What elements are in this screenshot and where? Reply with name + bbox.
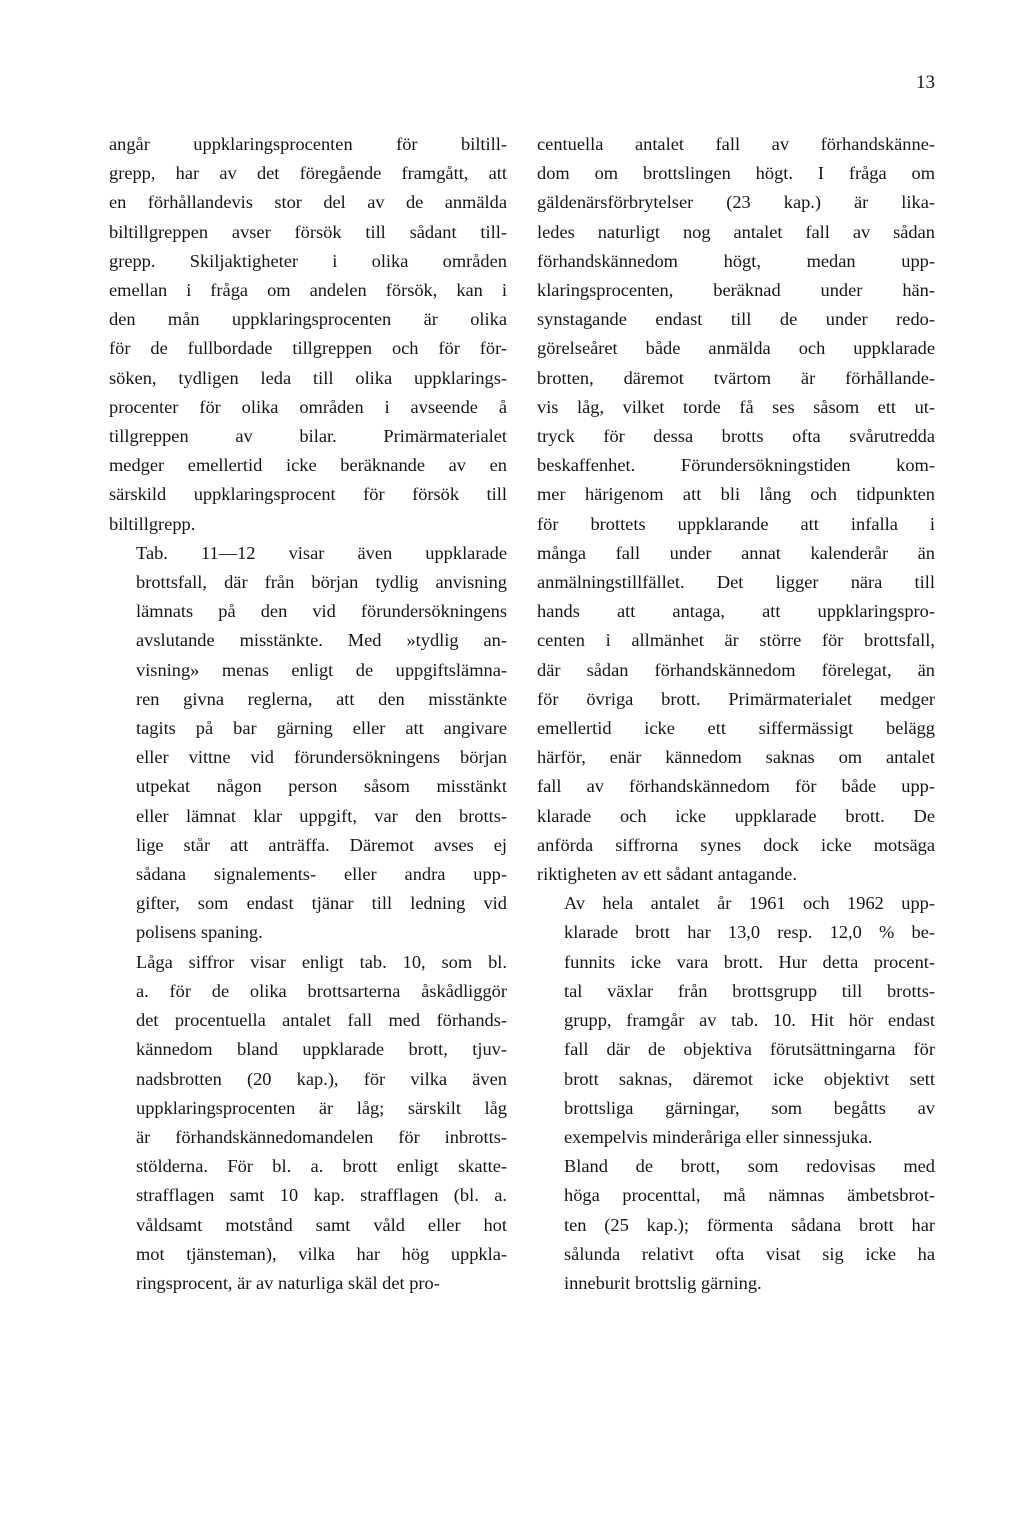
text-line: ten (25 kap.); förmenta sådana brott har: [564, 1214, 935, 1235]
text-line: anförda siffrorna synes dock icke motsäga: [537, 834, 935, 855]
text-line: Av hela antalet år 1961 och 1962 upp-: [564, 893, 935, 914]
text-line: förhandskännedom högt, medan upp-: [537, 250, 935, 271]
text-line: centuella antalet fall av förhandskänne-: [537, 134, 935, 154]
right-column: [537, 130, 935, 1298]
text-line: anmälningstillfället. Det ligger nära till: [537, 572, 935, 593]
text-line: en förhållandevis stor del av de anmälda: [109, 192, 507, 213]
left-column: [109, 130, 507, 1298]
text-line: ringsprocent, är av naturliga skäl det pro-: [136, 1272, 440, 1293]
paragraph: [537, 889, 935, 1152]
paragraph: [537, 130, 935, 889]
text-line: våldsamt motstånd samt våld eller hot: [136, 1214, 507, 1235]
text-line: kännedom bland uppklarade brott, tjuv-: [136, 1039, 507, 1060]
text-line: höga procenttal, må nämnas ämbetsbrot-: [564, 1185, 935, 1206]
text-line: är förhandskännedomandelen för inbrotts-: [136, 1126, 507, 1147]
page-number: 13: [916, 72, 935, 93]
text-line: strafflagen samt 10 kap. strafflagen (bl. a.: [136, 1185, 507, 1206]
text-line: nadsbrotten (20 kap.), för vilka även: [136, 1068, 507, 1089]
text-line: grupp, framgår av tab. 10. Hit hör endast: [564, 1010, 935, 1031]
paragraph: [109, 948, 507, 1298]
text-line: ren givna reglerna, att den misstänkte: [136, 688, 507, 709]
text-line: emellertid icke ett siffermässigt belägg: [537, 718, 935, 739]
text-line: gifter, som endast tjänar till ledning vid: [136, 893, 507, 914]
text-line: fall där de objektiva förutsättningarna för: [564, 1039, 935, 1060]
paragraph: [109, 130, 507, 539]
text-line: ledes naturligt nog antalet fall av sådan: [537, 221, 935, 242]
text-line: sålunda relativt ofta visat sig icke ha: [564, 1243, 935, 1264]
text-line: Låga siffror visar enligt tab. 10, som bl.: [136, 951, 507, 972]
text-line: inneburit brottslig gärning.: [564, 1272, 762, 1293]
text-line: mer härigenom att bli lång och tidpunkten: [537, 484, 935, 505]
text-line: exempelvis minderåriga eller sinnessjuka.: [564, 1126, 873, 1147]
text-line: för övriga brott. Primärmaterialet medger: [537, 688, 935, 709]
text-line: klaringsprocenten, beräknad under hän-: [537, 280, 935, 301]
text-line: riktigheten av ett sådant antagande.: [537, 864, 797, 885]
text-line: funnits icke vara brott. Hur detta procent-: [564, 951, 935, 972]
text-line: för de fullbordade tillgreppen och för för-: [109, 338, 507, 359]
text-line: stölderna. För bl. a. brott enligt skatte-: [136, 1156, 507, 1177]
text-line: särskild uppklaringsprocent för försök till: [109, 484, 507, 505]
text-line: Bland de brott, som redovisas med: [564, 1156, 935, 1177]
text-line: brott saknas, däremot icke objektivt sett: [564, 1068, 935, 1089]
text-line: klarade och icke uppklarade brott. De: [537, 805, 935, 826]
text-line: många fall under annat kalenderår än: [537, 542, 935, 563]
text-line: Tab. 11—12 visar även uppklarade: [136, 542, 507, 563]
text-line: fall av förhandskännedom för både upp-: [537, 776, 935, 797]
text-line: beskaffenhet. Förundersökningstiden kom-: [537, 455, 935, 476]
text-line: lige står att anträffa. Däremot avses ej: [136, 834, 507, 855]
text-line: lämnats på den vid förundersökningens: [136, 601, 507, 622]
text-line: gäldenärsförbrytelser (23 kap.) är lika-: [537, 192, 935, 213]
text-line: sådana signalements- eller andra upp-: [136, 864, 507, 885]
text-line: brotten, däremot tvärtom är förhållande-: [537, 367, 935, 388]
text-line: hands att antaga, att uppklaringspro-: [537, 601, 935, 622]
text-line: dom om brottslingen högt. I fråga om: [537, 163, 935, 184]
text-line: görelseåret både anmälda och uppklarade: [537, 338, 935, 359]
text-line: grepp. Skiljaktigheter i olika områden: [109, 250, 507, 271]
text-line: brottsfall, där från början tydlig anvisning: [136, 572, 507, 593]
text-line: tagits på bar gärning eller att angivare: [136, 718, 507, 739]
text-line: den mån uppklaringsprocenten är olika: [109, 309, 507, 330]
text-line: polisens spaning.: [136, 922, 263, 943]
text-line: medger emellertid icke beräknande av en: [109, 455, 507, 476]
text-line: tal växlar från brottsgrupp till brotts-: [564, 980, 935, 1001]
text-line: för brottets uppklarande att infalla i: [537, 513, 935, 534]
text-line: eller vittne vid förundersökningens början: [136, 747, 507, 768]
text-line: brottsliga gärningar, som begåtts av: [564, 1097, 935, 1118]
text-line: söken, tydligen leda till olika uppklarings-: [109, 367, 507, 388]
text-line: avslutande misstänkte. Med »tydlig an-: [136, 630, 507, 651]
text-line: härför, enär kännedom saknas om antalet: [537, 747, 935, 768]
text-line: grepp, har av det föregående framgått, att: [109, 163, 507, 184]
paragraph: [109, 539, 507, 948]
text-line: emellan i fråga om andelen försök, kan i: [109, 280, 507, 301]
text-line: centen i allmänhet är större för brottsfall,: [537, 630, 935, 651]
text-line: visning» menas enligt de uppgiftslämna-: [136, 659, 507, 680]
paragraph: [537, 1152, 935, 1298]
text-line: synstagande endast till de under redo-: [537, 309, 935, 330]
text-line: tillgreppen av bilar. Primärmaterialet: [109, 426, 507, 447]
text-line: mot tjänsteman), vilka har hög uppkla-: [136, 1243, 507, 1264]
text-line: vis låg, vilket torde få ses såsom ett ut-: [537, 396, 935, 417]
text-line: uppklaringsprocenten är låg; särskilt låg: [136, 1097, 507, 1118]
text-line: procenter för olika områden i avseende å: [109, 396, 507, 417]
text-line: klarade brott har 13,0 resp. 12,0 % be-: [564, 922, 935, 943]
text-line: eller lämnat klar uppgift, var den brotts-: [136, 805, 507, 826]
text-line: tryck för dessa brotts ofta svårutredda: [537, 426, 935, 447]
text-line: biltillgreppen avser försök till sådant till-: [109, 221, 507, 242]
text-line: a. för de olika brottsarterna åskådliggör: [136, 980, 507, 1001]
text-line: angår uppklaringsprocenten för biltill-: [109, 134, 507, 154]
text-line: biltillgrepp.: [109, 513, 196, 534]
text-line: utpekat någon person såsom misstänkt: [136, 776, 507, 797]
text-line: där sådan förhandskännedom förelegat, än: [537, 659, 935, 680]
text-line: det procentuella antalet fall med förhands-: [136, 1010, 507, 1031]
